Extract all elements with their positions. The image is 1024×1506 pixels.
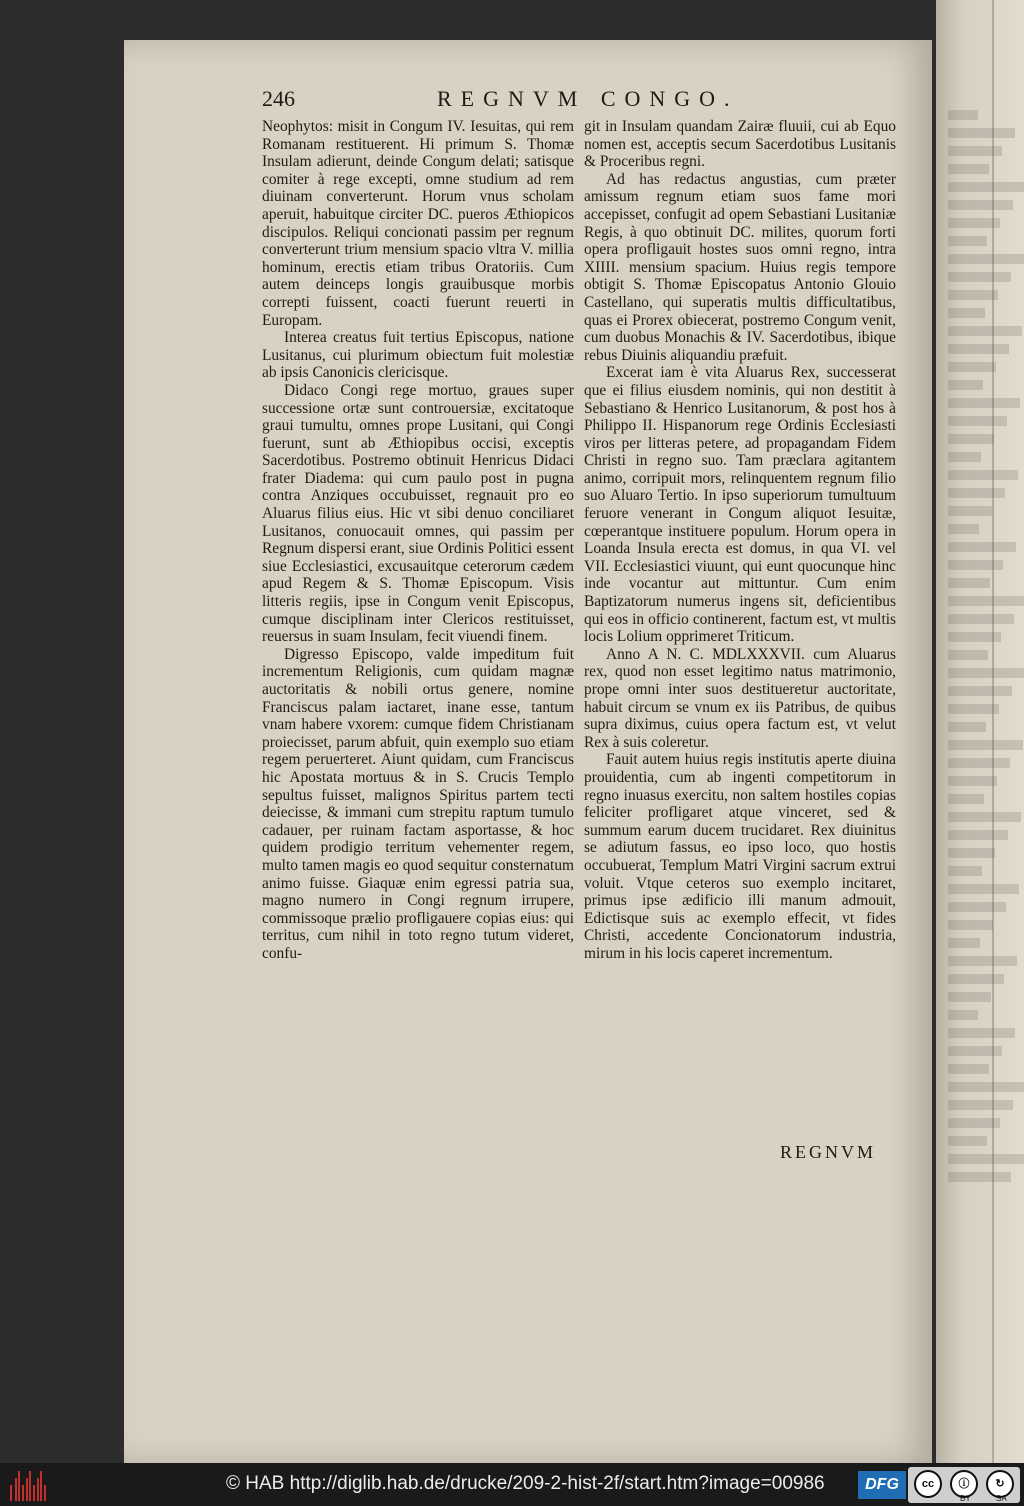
facing-text-trace	[948, 200, 1013, 210]
logo-bar	[40, 1471, 42, 1501]
facing-text-trace	[948, 1118, 1000, 1128]
facing-text-trace	[948, 668, 1024, 678]
facing-text-trace	[948, 1082, 1024, 1092]
running-title: REGNVM CONGO.	[437, 86, 739, 111]
logo-bar	[10, 1485, 12, 1501]
paragraph: Neophytos: misit in Congum IV. Iesuitas, qui rem Romanam restituerent. Hi primum S. Thomæ Insulam adierunt, deinde Congum delati; satisque comiter à rege excepti, omne studium ad rem diuinam converterunt. Horum vnus scholam aperuit, habuitque circiter DC. pueros Æthiopicos discipulos. Reliqui concionati passim per regnum converterunt trium mensium spacio vltra V. millia hominum, erectis etiam tribus Oratoriis. Cum autem deinceps longis grauibusque morbis correpti fuissent, coacti fuerunt reuerti in Europam.	[262, 118, 574, 329]
facing-text-trace	[948, 1046, 1002, 1056]
dfg-logo: DFG	[858, 1471, 906, 1499]
facing-text-trace	[948, 272, 1011, 282]
left-text-column	[262, 118, 574, 963]
facing-text-trace	[948, 434, 994, 444]
facing-text-trace	[948, 452, 981, 462]
facing-text-trace	[948, 956, 1017, 966]
facing-text-trace	[948, 578, 990, 588]
facing-text-trace	[948, 884, 1019, 894]
facing-text-trace	[948, 560, 1003, 570]
facing-text-trace	[948, 128, 1015, 138]
facing-text-trace	[948, 722, 986, 732]
right-text-column	[584, 118, 896, 963]
facing-text-trace	[948, 416, 1007, 426]
cc-icon: cc	[914, 1470, 942, 1498]
facing-text-trace	[948, 542, 1016, 552]
facing-text-trace	[948, 488, 1005, 498]
facing-text-trace	[948, 1064, 989, 1074]
facing-text-trace	[948, 974, 1004, 984]
facing-text-trace	[948, 146, 1002, 156]
paragraph: Anno A N. C. MDLXXXVII. cum Aluarus rex, quod non esset legitimo natus matrimonio, prope omni inter suos destitueretur auctoritate, habuit circum se vnum ex iis Patribus, de quibus supra diximus, cuius opera factum est, vt velut Rex à suis coleretur.	[584, 645, 896, 751]
sharealike-icon: ↻	[986, 1470, 1014, 1498]
logo-bar	[29, 1471, 31, 1501]
logo-bar	[33, 1485, 35, 1501]
facing-text-trace	[948, 848, 995, 858]
facing-text-trace	[948, 398, 1020, 408]
page-header	[262, 86, 892, 114]
logo-bar	[15, 1478, 17, 1501]
facing-text-trace	[948, 650, 988, 660]
paragraph: Didaco Congi rege mortuo, graues super successione ortæ sunt controuersiæ, excitatoque graui tumultu, omnes prope Lusitani, qui Congi fuerunt, sunt ab Æthiopibus occisi, exceptis Sacerdotibus. Postremo obtinuit Henricus Didaci frater Diadema: qui cum paulo post in pugna contra Anziques occubuisset, regnauit pro eo Aluarus filius eius. Hic vt sibi denuo conciliaret Lusitanos, conuocauit omnes, qui passim per Regnum dispersi erant, siue Ordinis Politici essent siue Ecclesiastici, excusauitque ceterorum cædem apud Regem & S. Thomæ Episcopum. Visis litteris regiis, ipse in Congum venit Episcopus, cumque disciplinam inter Clericos restituisset, reuersus in suam Insulam, fecit viuendi finem.	[262, 381, 574, 646]
facing-page-edge	[936, 0, 1024, 1463]
catchword: REGNVM	[780, 1142, 877, 1162]
facing-text-trace	[948, 110, 978, 120]
facing-text-trace	[948, 290, 998, 300]
facing-text-trace	[948, 218, 1000, 228]
facing-text-trace	[948, 632, 1001, 642]
logo-bar	[22, 1485, 24, 1501]
facing-text-trace	[948, 326, 1022, 336]
cc-license-badge[interactable]	[908, 1467, 1020, 1503]
facing-text-trace	[948, 614, 1014, 624]
facing-text-trace	[948, 1154, 1024, 1164]
facing-text-trace	[948, 740, 1023, 750]
facing-text-trace	[948, 1136, 987, 1146]
facing-text-trace	[948, 938, 980, 948]
viewer-footer	[0, 1463, 1024, 1506]
facing-text-trace	[948, 164, 989, 174]
paragraph: git in Insulam quandam Zairæ fluuii, cui ab Equo nomen est, acceptis secum Sacerdotibus Lusitanis & Proceribus regni.	[584, 118, 896, 171]
facing-text-trace	[948, 920, 993, 930]
by-attribution-icon: ⓘ	[950, 1470, 978, 1498]
paragraph: Fauit autem huius regis institutis aperte diuina prouidentia, cum ab ingenti competitorum in regno inuasus exercitu, non saltem hostiles copias feliciter profligaret atque vinceret, sed & summum earum ducem trucidaret. Rex diuinitus se adiutum fassus, eo ipso loco, quo hostis occubuerat, Templum Matri Virgini sacrum extrui voluit. Vtque ceteros suo exemplo incitaret, primus ipse ædificio illi manum admouit, Edictisque suis ac exemplo effecit, vt fides Christi, accedente Concionatorum industria, mirum in his locis caperet incrementum.	[584, 751, 896, 962]
facing-text-trace	[948, 1100, 1013, 1110]
facing-text-trace	[948, 506, 992, 516]
paragraph: Ad has redactus angustias, cum præter amissum regnum etiam suos fame mori accepisset, confugit ad opem Sebastiani Lusitaniæ Regis, à quo obtinuit DC. milites, quorum forti opera profligauit hostes suos omni regno, intra XIIII. mensium spacium. Huius regis tempore obtigit S. Thomæ Episcopatus Antonio Glouio Castellano, qui superatis multis difficultatibus, quas ei Prorex obiecerat, postremo Congum venit, cum duobus Monachis & IV. Sacerdotibus, ibique rebus Diuinis aliquandiu præfuit.	[584, 170, 896, 364]
facing-text-trace	[948, 470, 1018, 480]
facing-text-trace	[948, 182, 1024, 192]
facing-text-trace	[948, 236, 987, 246]
facing-text-trace	[948, 758, 1010, 768]
facing-text-trace	[948, 362, 996, 372]
facing-text-trace	[948, 812, 1021, 822]
facing-text-trace	[948, 1172, 1011, 1182]
sa-label: SA	[996, 1494, 1007, 1503]
hab-logo-icon	[6, 1469, 46, 1501]
facing-text-trace	[948, 776, 997, 786]
facing-text-trace	[948, 596, 1024, 606]
facing-text-trace	[948, 794, 984, 804]
facing-text-trace	[948, 344, 1009, 354]
facing-text-trace	[948, 902, 1006, 912]
logo-bar	[18, 1471, 20, 1501]
facing-text-trace	[948, 524, 979, 534]
by-label: BY	[960, 1494, 971, 1503]
logo-bar	[26, 1478, 28, 1501]
facing-text-trace	[948, 830, 1008, 840]
facing-text-trace	[948, 1010, 978, 1020]
facing-text-trace	[948, 704, 999, 714]
attribution-link[interactable]: © HAB http://diglib.hab.de/drucke/209-2-hist-2f/start.htm?image=00986	[226, 1473, 825, 1494]
paragraph: Digresso Episcopo, valde impeditum fuit incrementum Religionis, cum quidam magnæ auctoritatis & nobili ortus genere, nomine Franciscus palam iactaret, inane esse, tantum vnam habere vxorem: cumque fidem Christianam proiecisset, parum abfuit, quin exemplo suo etiam regem peruerteret. Aiunt quidam, cum Franciscus hic Apostata mortuus & in S. Crucis Templo sepultus fuisset, malignos Spiritus partem tecti deiecisse, & immani cum strepitu raptum tumulo cadauer, per ruinam factam asportasse, & hoc quidem prodigio territum vehementer regem, multo tamen magis eo quod sequitur consternatum animo fuisse. Giaquæ enim egressi patria sua, magno numero in Congi regnum irrupere, commissoque prælio profligauere copias eius: qui territus, cum nihil in toto regno tutum videret, confu-	[262, 645, 574, 962]
facing-text-trace	[948, 254, 1024, 264]
logo-bar	[44, 1485, 46, 1501]
logo-bar	[37, 1478, 39, 1501]
facing-text-trace	[948, 992, 991, 1002]
paragraph: Excerat iam è vita Aluarus Rex, successerat que ei filius eiusdem nominis, qui non destitit à Sebastiano & Henrico Lusitanorum, & post hos à Philippo II. Hispanorum rege Ordinis Ecclesiasti viros per litteras petere, ad propagandam Fidem Christi in regno suo. Tam præclara agitantem animo, corripuit mors, relinquentem regnum filio suo Aluaro Tertio. In ipso superiorum tumultuum feruore venerant in Congum aliquot Iesuitæ, cœperantque instituere populum. Horum opera in Loanda Insula erecta est domus, in qua VI. vel VII. Ecclesiastici viuunt, qui eunt quocunque hinc inde vocantur aut mittuntur. Cum enim Baptizatorum numerus ingens sit, deficientibus qui eos in officio continerent, factum est, vt multis locis Lolium opprimeret Triticum.	[584, 364, 896, 646]
facing-text-trace	[948, 308, 985, 318]
facing-text-trace	[948, 1028, 1015, 1038]
paragraph: Interea creatus fuit tertius Episcopus, natione Lusitanus, cui plurimum obiectum fuit molestiæ ab ipsis Canonicis clericisque.	[262, 329, 574, 382]
facing-text-trace	[948, 380, 983, 390]
facing-text-trace	[948, 866, 982, 876]
facing-text-trace	[948, 686, 1012, 696]
page-number: 246	[262, 86, 295, 111]
